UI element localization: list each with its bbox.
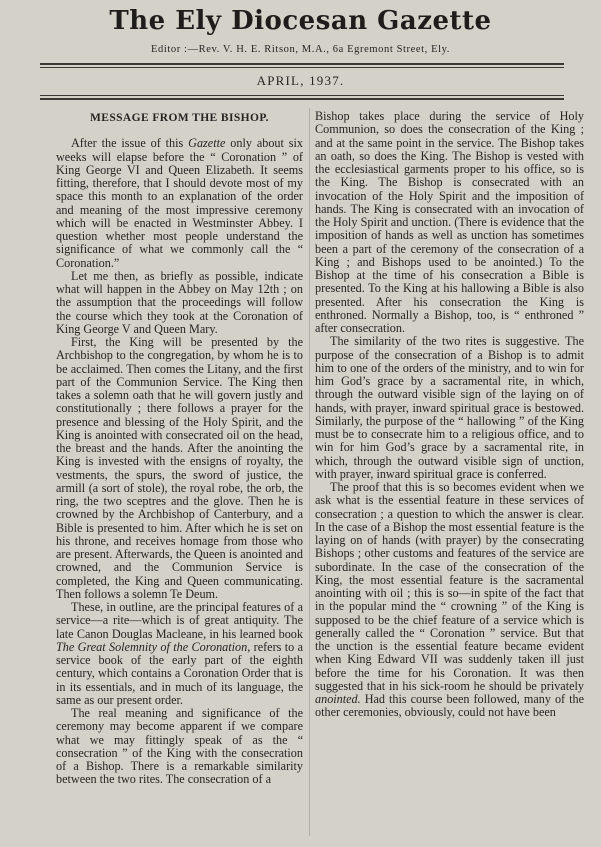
masthead-rule xyxy=(40,63,564,65)
paragraph: Let me then, as briefly as possible, indicate what will happen in the Abbey on May 12th ; on the assumption that the proceedings will follow the course which they took at the Coronation of King George V and Queen Mary. xyxy=(56,268,303,336)
left-column xyxy=(56,108,303,787)
paragraph: First, the King will be presented by the Archbishop to the congregation, by whom he is to be acclaimed. Then comes the Litany, and the first part of the Communion Service. The King then takes a solemn oath that he will govern justly and constitutionally ; there follows a prayer for the presence and blessing of the Holy Spirit, and the King is anointed with consecrated oil on the head, the breast and the hands. After the anointing the King is invested with the ensigns of royalty, the vestments, the spurs, the sword of justice, the armill (a sort of stole), the royal robe, the orb, the ring, the two sceptres and the glove. Then he is crowned by the Archbishop of Canterbury, and a Bible is presented to him. After which he is set on his throne, and receives homage from those who are present. Afterwards, the Queen is anointed and crowned, and the Communion Service is completed, the King and Queen communicating. Then follows a solemn Te Deum. xyxy=(56,335,303,601)
date-rule xyxy=(40,95,564,96)
issue-date: APRIL, 1937. xyxy=(256,73,345,88)
paragraph: Bishop takes place during the service of Holy Communion, so does the consecration of the King ; and at the same point in the service. The Bishop takes an oath, so does the King. The Bishop is vested with the ecclesiastical garments proper to his office, so is the King. The Bishop is consecrated with an invocation of the Holy Spirit and the imposition of hands. The King is consecrated with an invocation of the Holy Spirit and unction. (There is evidence that the imposition of hands as well as unction has sometimes been a part of the ceremony of the consecration of a King ; and Bishops used to be anointed.) To the Bishop at the time of his consecration a Bible is presented. To the King at his hallowing a Bible is also presented. After his consecration the King is enthroned. Normally a Bishop, too, is “ enthroned ” after consecration. xyxy=(315,109,584,335)
paragraph: After the issue of this Gazette only about six weeks will elapse before the “ Coronation ” of King George VI and Queen Elizabeth. It seems fitting, therefore, that I should devote most of my space this month to an explanation of the order and meaning of the most impressive ceremony which will be enacted in Westminster Abbey. I question whether most people understand the significance of what we commonly call the “ Coronation.” xyxy=(56,136,303,270)
right-column xyxy=(315,110,584,720)
paragraph: The proof that this is so becomes evident when we ask what is the essential feature in these services of consecration ; a question to which the answer is clear. In the case of a Bishop the most essential feature is the laying on of hands (with prayer) by the consecrating Bishops ; other customs and features of the service are subordinate. In the case of the consecration of the King, the most essential feature is the sacramental anointing with oil ; this is so—in spite of the fact that in the popular mind the “ crowning ” of the King is supposed to be the chief feature of a service which is generally called the “ Coronation ” service. But that the unction is the essential feature became evident when King Edward VII was suddenly taken ill just before the time for his Coronation. It was then suggested that in his sick-room he should be privately anointed. Had this course been followed, many of the other ceremonies, obviously, could not have been xyxy=(315,480,584,720)
paragraph: The real meaning and significance of the ceremony may become apparent if we compare what we may fittingly speak of as the “ consecration ” of the King with the consecration of a Bishop. There is a remarkable similarity between the two rites. The consecration of a xyxy=(56,706,303,787)
paragraph: These, in outline, are the principal features of a service—a rite—which is of great antiquity. The late Canon Douglas Macleane, in his learned book The Great Solemnity of the Coronation, refers to a service book of the early part of the eighth century, which contains a Coronation Order that is in its essentials, and in much of its language, the same as our present order. xyxy=(56,600,303,707)
column-divider xyxy=(309,108,310,836)
article-heading: MESSAGE FROM THE BISHOP. xyxy=(90,112,269,124)
editor-line: Editor :—Rev. V. H. E. Ritson, M.A., 6a Egremont Street, Ely. xyxy=(150,44,451,55)
masthead-rule-thin xyxy=(40,67,564,68)
date-rule-thick xyxy=(40,98,564,100)
paragraph: The similarity of the two rites is suggestive. The purpose of the consecration of a Bishop is to admit him to one of the orders of the ministry, and to win for him God’s grace by a sacramental rite, in which, through the outward visible sign of the laying on of hands, with prayer, inward spiritual grace is bestowed. Similarly, the purpose of the “ hallowing ” of the King must be to consecrate him to a religious office, and to win for him God’s grace by a sacramental rite, in which, through the outward visible sign of unction, with prayer, inward spiritual grace is conferred. xyxy=(315,334,584,481)
masthead-title: The Ely Diocesan Gazette xyxy=(109,6,492,36)
